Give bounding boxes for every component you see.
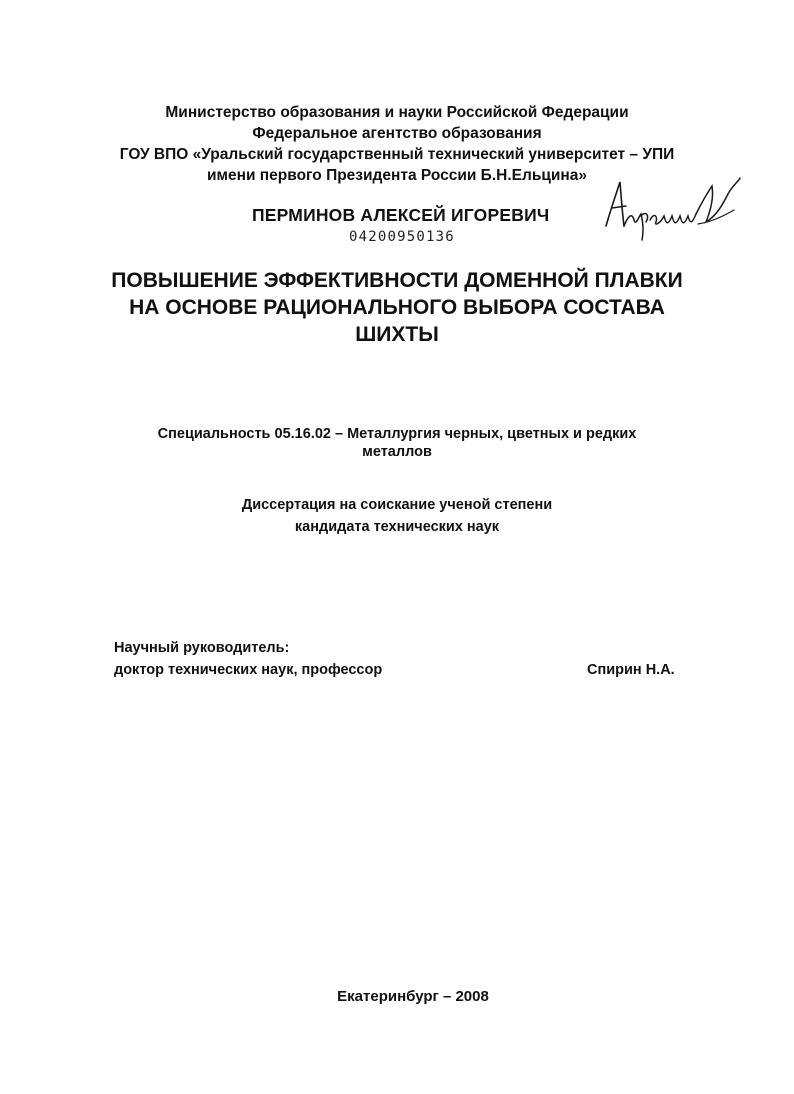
agency-line: Федеральное агентство образования	[252, 125, 542, 142]
author-name: ПЕРМИНОВ АЛЕКСЕЙ ИГОРЕВИЧ	[252, 205, 550, 225]
advisor-degree: доктор технических наук, профессор	[114, 662, 383, 678]
title-line-2: НА ОСНОВЕ РАЦИОНАЛЬНОГО ВЫБОРА СОСТАВА	[129, 296, 665, 319]
title-line-1: ПОВЫШЕНИЕ ЭФФЕКТИВНОСТИ ДОМЕННОЙ ПЛАВКИ	[111, 269, 683, 292]
dissertation-line-2: кандидата технических наук	[294, 519, 500, 535]
author-signature	[594, 172, 744, 252]
specialty-line-2: металлов	[362, 444, 432, 460]
ministry-line: Министерство образования и науки Российской Федерации	[165, 104, 629, 121]
specialty-line-1: Специальность 05.16.02 – Металлургия черных, цветных и редких	[157, 426, 637, 442]
title-line-3: ШИХТЫ	[355, 323, 439, 346]
advisor-name: Спирин Н.А.	[587, 662, 675, 678]
university-name-line: имени первого Президента России Б.Н.Ельцина»	[206, 167, 588, 184]
advisor-label: Научный руководитель:	[114, 640, 290, 656]
university-line: ГОУ ВПО «Уральский государственный технический университет – УПИ	[119, 146, 675, 163]
place-and-year: Екатеринбург – 2008	[337, 988, 489, 1005]
document-serial-number: 04200950136	[349, 229, 455, 245]
dissertation-line-1: Диссертация на соискание ученой степени	[241, 497, 553, 513]
